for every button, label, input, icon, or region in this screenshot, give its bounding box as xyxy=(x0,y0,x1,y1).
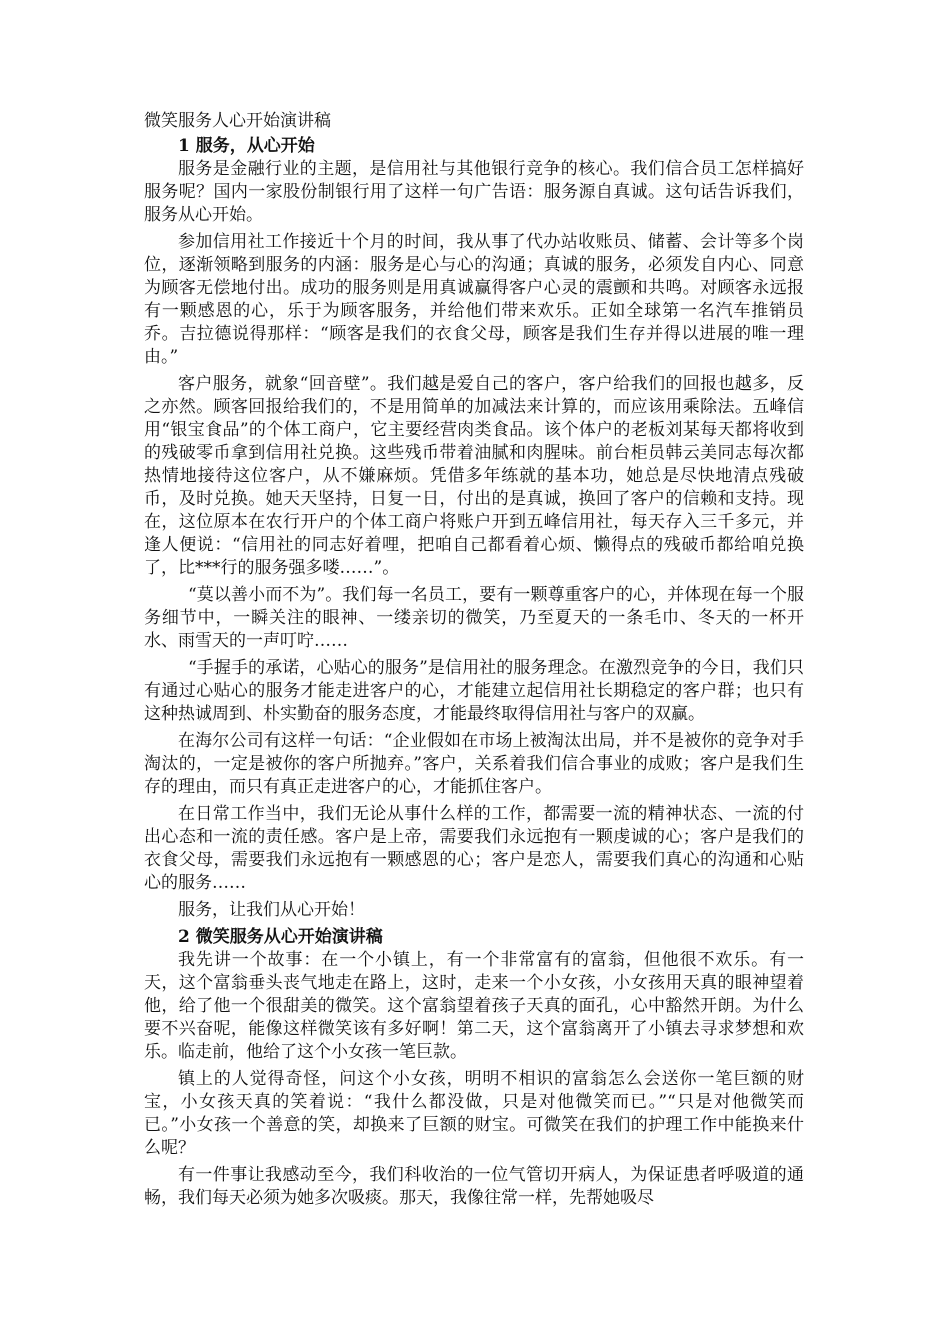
document-title: 微笑服务人心开始演讲稿 xyxy=(144,111,331,131)
paragraph: 在海尔公司有这样一句话：“企业假如在市场上被淘汰出局，并不是被你的竞争对手淘汰的，一定是被你的客户所抛弃。”客户，关系着我们信合事业的成败；客户是我们生存的理由，而只有真正走进客户的心，才能抓住客户。 xyxy=(144,731,804,797)
paragraph: 客户服务，就象“回音壁”。我们越是爱自己的客户，客户给我们的回报也越多，反之亦然。顾客回报给我们的，不是用简单的加减法来计算的，而应该用乘除法。五峰信用“银宝食品”的个体工商户，它主要经营肉类食品。该个体户的老板刘某每天都将收到的残破零币拿到信用社兑换。这些残币带着油腻和肉腥味。前台柜员韩云美同志每次都热情地接待这位客户，从不嫌麻烦。凭借多年练就的基本功，她总是尽快地清点残破币，及时兑换。她天天坚持，日复一日，付出的是真诚，换回了客户的信赖和支持。现在，这位原本在农行开户的个体工商户将账户开到五峰信用社，每天存入三千多元，并逢人便说：“信用社的同志好着哩，把咱自己都看着心烦、懒得点的残破币都给咱兑换了，比***行的服务强多喽……”。 xyxy=(144,374,804,578)
paragraph: “手握手的承诺，心贴心的服务”是信用社的服务理念。在激烈竞争的今日，我们只有通过心贴心的服务才能走进客户的心，才能建立起信用社长期稳定的客户群；也只有这种热诚周到、朴实勤奋的服务态度，才能最终取得信用社与客户的双赢。 xyxy=(144,658,804,724)
paragraph: 镇上的人觉得奇怪，问这个小女孩，明明不相识的富翁怎么会送你一笔巨额的财宝，小女孩天真的笑着说：“我什么都没做，只是对他微笑而已。”“只是对他微笑而已。”小女孩一个善意的笑，却换来了巨额的财宝。可微笑在我们的护理工作中能换来什么呢？ xyxy=(144,1069,804,1158)
paragraph: 我先讲一个故事：在一个小镇上，有一个非常富有的富翁，但他很不欢乐。有一天，这个富翁垂头丧气地走在路上，这时，走来一个小女孩，小女孩用天真的眼神望着他，给了他一个很甜美的微笑。这个富翁望着孩子天真的面孔，心中豁然开朗。为什么要不兴奋呢，能像这样微笑该有多好啊！第二天，这个富翁离开了小镇去寻求梦想和欢乐。临走前，他给了这个小女孩一笔巨款。 xyxy=(144,950,804,1062)
paragraph: 服务是金融行业的主题，是信用社与其他银行竞争的核心。我们信合员工怎样搞好服务呢？国内一家股份制银行用了这样一句广告语：服务源自真诚。这句话告诉我们，服务从心开始。 xyxy=(144,159,804,225)
section-heading-2: 2 微笑服务从心开始演讲稿 xyxy=(178,927,383,947)
paragraph: 有一件事让我感动至今，我们科收治的一位气管切开病人，为保证患者呼吸道的通畅，我们每天必须为她多次吸痰。那天，我像往常一样，先帮她吸尽 xyxy=(144,1165,804,1208)
paragraph: “莫以善小而不为”。我们每一名员工，要有一颗尊重客户的心，并体现在每一个服务细节中，一瞬关注的眼神、一缕亲切的微笑，乃至夏天的一条毛巾、冬天的一杯开水、雨雪天的一声叮咛…… xyxy=(144,585,804,651)
document-page xyxy=(144,110,804,1214)
paragraph: 服务，让我们从心开始！ xyxy=(178,900,365,920)
paragraph: 参加信用社工作接近十个月的时间，我从事了代办站收账员、储蓄、会计等多个岗位，逐渐领略到服务的内涵：服务是心与心的沟通；真诚的服务，必须发自内心、同意为顾客无偿地付出。成功的服务则是用真诚赢得客户心灵的震颤和共鸣。对顾客永远报有一颗感恩的心，乐于为顾客服务，并给他们带来欢乐。正如全球第一名汽车推销员乔。吉拉德说得那样：“顾客是我们的衣食父母，顾客是我们生存并得以进展的唯一理由。” xyxy=(144,232,804,367)
paragraph: 在日常工作当中，我们无论从事什么样的工作，都需要一流的精神状态、一流的付出心态和一流的责任感。客户是上帝，需要我们永远抱有一颗虔诚的心；客户是我们的衣食父母，需要我们永远抱有一颗感恩的心；客户是恋人，需要我们真心的沟通和心贴心的服务…… xyxy=(144,804,804,893)
section-heading-1: 1 服务，从心开始 xyxy=(178,136,315,156)
